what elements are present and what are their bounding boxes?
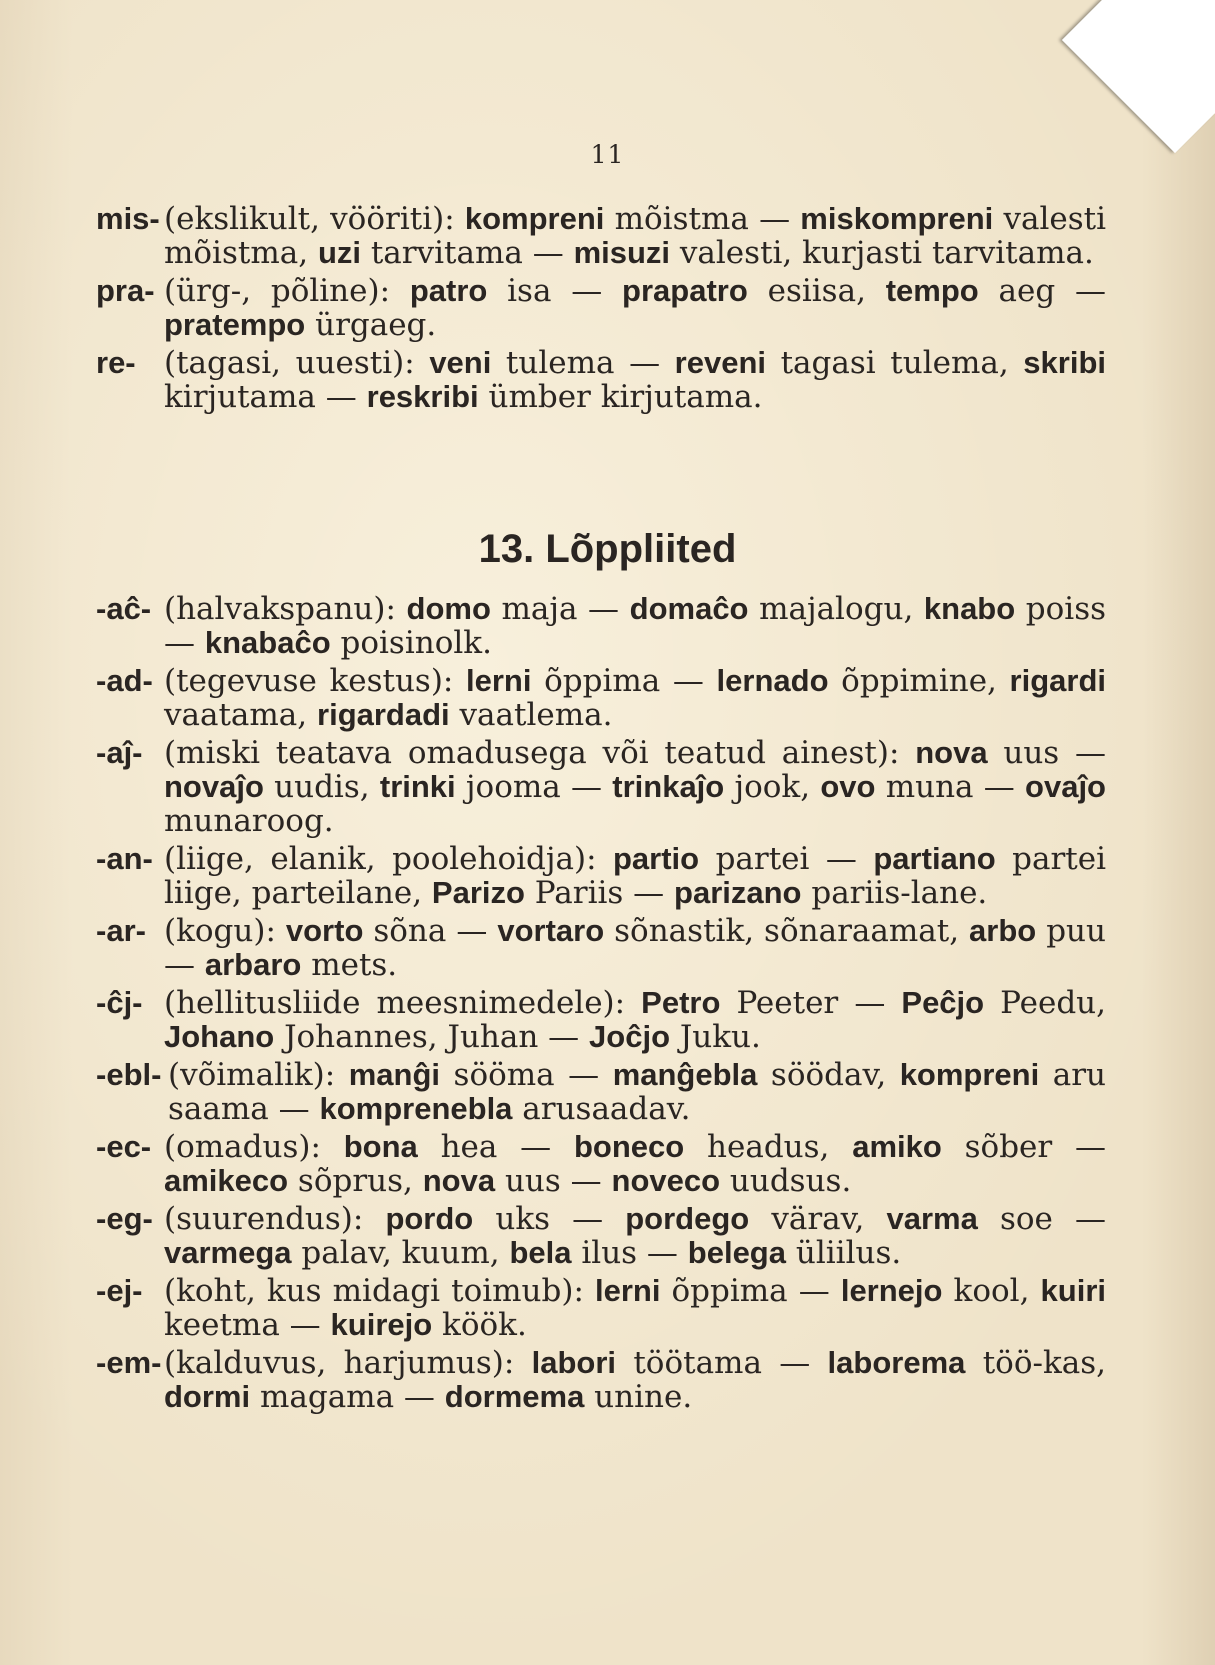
example-word: pordego — [625, 1201, 750, 1236]
entry-affix: -aĉ- — [96, 591, 152, 626]
entry-text: (kogu): — [164, 913, 286, 949]
entry-text: aru saama — — [168, 1057, 1106, 1127]
entry-text: tulema — — [491, 345, 675, 381]
entry-text: valesti mõistma, — [164, 201, 1107, 271]
example-word: skribi — [1023, 345, 1106, 380]
entry-text: arusaadav. — [512, 1091, 691, 1127]
entry-text: uudsus. — [720, 1163, 852, 1199]
example-word: trinki — [379, 769, 456, 804]
example-word: miskompreni — [800, 201, 994, 236]
dictionary-entry — [96, 1202, 1106, 1270]
entry-text: headus, — [684, 1129, 853, 1165]
example-word: Joĉjo — [589, 1019, 671, 1054]
entry-text: partei — — [699, 841, 874, 877]
example-word: dormema — [444, 1379, 585, 1414]
example-word: boneco — [573, 1129, 685, 1164]
example-word: pratempo — [164, 307, 306, 342]
suffix-list — [96, 592, 1106, 1414]
example-word: pordo — [385, 1201, 474, 1236]
example-word: tempo — [885, 273, 979, 308]
dictionary-entry — [96, 1346, 1106, 1414]
entry-text: sööma — — [440, 1057, 613, 1093]
example-word: domo — [406, 591, 491, 626]
entry-text: munaroog. — [164, 803, 334, 839]
entry-affix: -an- — [96, 841, 153, 876]
entry-text: partei liige, parteilane, — [164, 841, 1106, 911]
example-word: arbo — [969, 913, 1037, 948]
entry-text: köök. — [432, 1307, 527, 1343]
example-word: bona — [343, 1129, 418, 1164]
example-word: lerni — [594, 1273, 661, 1308]
entry-text: uus — — [987, 735, 1106, 771]
entry-text: vaatlema. — [449, 697, 613, 733]
entry-text: kirjutama — — [164, 379, 367, 415]
example-word: patro — [409, 273, 488, 308]
entry-text: (halvakspanu): — [164, 591, 407, 627]
entry-text: (hellitusliide meesnimedele): — [164, 985, 642, 1021]
entry-text: maja — — [490, 591, 630, 627]
prefix-list — [96, 202, 1106, 414]
example-word: lerni — [466, 663, 532, 698]
example-word: kompreni — [464, 201, 605, 236]
example-word: kuiri — [1040, 1273, 1106, 1308]
entry-affix: -eg- — [96, 1201, 153, 1236]
example-word: manĝebla — [612, 1057, 758, 1092]
example-word: belega — [687, 1235, 786, 1270]
example-word: veni — [429, 345, 492, 380]
example-word: parizano — [674, 875, 802, 910]
entry-text: sõber — — [941, 1129, 1107, 1165]
entry-text: vaatama, — [164, 697, 318, 733]
entry-text: Peedu, — [984, 985, 1106, 1021]
entry-affix: -ad- — [96, 663, 153, 698]
entry-text: (tagasi, uuesti): — [164, 345, 430, 381]
entry-text: isa — — [487, 273, 623, 309]
example-word: amiko — [852, 1129, 942, 1164]
dictionary-entry — [96, 914, 1106, 982]
example-word: ovo — [820, 769, 876, 804]
entry-text: unine. — [584, 1379, 693, 1415]
example-word: Peĉjo — [901, 985, 985, 1020]
dictionary-entry — [96, 1058, 1106, 1126]
dictionary-entry — [96, 346, 1106, 414]
example-word: amikeco — [164, 1163, 289, 1198]
example-word: arbaro — [204, 947, 302, 982]
entry-affix: -ar- — [96, 913, 146, 948]
example-word: reskribi — [366, 379, 479, 414]
entry-text: värav, — [749, 1201, 887, 1237]
dictionary-entry — [96, 664, 1106, 732]
entry-text: ilus — — [571, 1235, 688, 1271]
entry-text: ümber kirjutama. — [478, 379, 763, 415]
entry-text: muna — — [875, 769, 1026, 805]
entry-text: (ürg-, põline): — [164, 273, 410, 309]
entry-text: (võimalik): — [168, 1057, 349, 1093]
example-word: trinkaĵo — [612, 769, 725, 804]
dictionary-entry — [96, 592, 1106, 660]
example-word: vorto — [285, 913, 364, 948]
example-word: ovaĵo — [1025, 769, 1106, 804]
example-word: vortaro — [497, 913, 605, 948]
entry-text: Juku. — [670, 1019, 761, 1055]
entry-text: töötama — — [616, 1345, 828, 1381]
folded-corner — [1062, 0, 1215, 153]
example-word: knabaĉo — [204, 625, 331, 660]
entry-text: tagasi tulema, — [766, 345, 1024, 381]
example-word: Parizo — [431, 875, 525, 910]
entry-text: Peeter — — [720, 985, 902, 1021]
entry-affix: -ĉj- — [96, 985, 143, 1020]
dictionary-entry — [96, 1130, 1106, 1198]
entry-text: õppima — — [660, 1273, 841, 1309]
entry-text: jooma — — [455, 769, 613, 805]
example-word: kuirejo — [330, 1307, 433, 1342]
entry-text: töö-kas, — [965, 1345, 1106, 1381]
dictionary-entry — [96, 202, 1106, 270]
entry-text: hea — — [417, 1129, 574, 1165]
example-word: komprenebla — [319, 1091, 513, 1126]
example-word: noveco — [611, 1163, 721, 1198]
entry-text: söödav, — [757, 1057, 900, 1093]
example-word: lernejo — [840, 1273, 943, 1308]
example-word: kompreni — [899, 1057, 1040, 1092]
entry-text: sõna — — [363, 913, 498, 949]
entry-affix: re- — [96, 345, 136, 380]
entry-text: uudis, — [263, 769, 380, 805]
section-heading: 13. Lõppliited — [478, 527, 737, 571]
entry-affix: -ebl- — [96, 1057, 162, 1092]
entry-text: magama — — [250, 1379, 445, 1415]
entry-affix: -ec- — [96, 1129, 152, 1164]
entry-text: uks — — [473, 1201, 626, 1237]
entry-text: ürgaeg. — [305, 307, 437, 343]
entry-text: jook, — [724, 769, 821, 805]
entry-text: kool, — [942, 1273, 1041, 1309]
example-word: prapatro — [622, 273, 748, 308]
entry-text: poisinolk. — [330, 625, 492, 661]
entry-text: esiisa, — [747, 273, 886, 309]
example-word: dormi — [164, 1379, 251, 1414]
entry-text: tarvitama — — [361, 235, 574, 271]
entry-text: poiss — — [164, 591, 1107, 661]
example-word: varmega — [164, 1235, 292, 1270]
entry-text: (ekslikult, vööriti): — [164, 201, 465, 237]
dictionary-entry — [96, 1274, 1106, 1342]
entry-text: üliilus. — [786, 1235, 902, 1271]
entry-affix: -ej- — [96, 1273, 143, 1308]
entry-text: (miski teatava omadusega või teatud ainest): — [164, 735, 916, 771]
entry-text: pariis-lane. — [801, 875, 988, 911]
dictionary-entry — [96, 842, 1106, 910]
dictionary-entry — [96, 274, 1106, 342]
entry-text: (kalduvus, harjumus): — [164, 1345, 532, 1381]
example-word: laborema — [827, 1345, 966, 1380]
page-number: 11 — [590, 140, 625, 169]
entry-text: keetma — — [164, 1307, 331, 1343]
example-word: partio — [612, 841, 700, 876]
entry-affix: mis- — [96, 201, 160, 236]
entry-text: õppimine, — [828, 663, 1010, 699]
example-word: partiano — [873, 841, 996, 876]
entry-text: (omadus): — [164, 1129, 344, 1165]
entry-text: mets. — [301, 947, 398, 983]
entry-text: valesti, kurjasti tarvitama. — [670, 235, 1094, 271]
entry-text: majalogu, — [748, 591, 924, 627]
example-word: lernado — [716, 663, 829, 698]
entry-text: (suurendus): — [164, 1201, 386, 1237]
example-word: nova — [915, 735, 988, 770]
dictionary-entry — [96, 736, 1106, 838]
entry-text: soe — — [977, 1201, 1106, 1237]
entry-text: sõnastik, sõnaraamat, — [604, 913, 970, 949]
example-word: bela — [509, 1235, 572, 1270]
entry-affix: -em- — [96, 1345, 162, 1380]
example-word: rigardadi — [317, 697, 450, 732]
example-word: nova — [422, 1163, 496, 1198]
example-word: rigardi — [1009, 663, 1107, 698]
entry-text: aeg — — [978, 273, 1106, 309]
example-word: uzi — [317, 235, 361, 270]
example-word: varma — [886, 1201, 978, 1236]
example-word: misuzi — [573, 235, 671, 270]
entry-text: sõprus, — [288, 1163, 423, 1199]
example-word: Johano — [164, 1019, 275, 1054]
entry-text: (liige, elanik, poolehoidja): — [164, 841, 613, 877]
entry-text: õppima — — [531, 663, 717, 699]
entry-text: puu — — [164, 913, 1106, 983]
entry-text: uus — — [495, 1163, 612, 1199]
example-word: manĝi — [348, 1057, 441, 1092]
entry-text: mõistma — — [604, 201, 801, 237]
entry-affix: -aĵ- — [96, 735, 143, 770]
entry-affix: pra- — [96, 273, 155, 308]
entry-text: Pariis — — [524, 875, 675, 911]
entry-text: palav, kuum, — [291, 1235, 510, 1271]
example-word: reveni — [674, 345, 767, 380]
entry-text: Johannes, Juhan — — [274, 1019, 590, 1055]
entry-text: (tegevuse kestus): — [164, 663, 467, 699]
example-word: novaĵo — [164, 769, 264, 804]
example-word: knabo — [923, 591, 1016, 626]
example-word: labori — [531, 1345, 617, 1380]
example-word: domaĉo — [629, 591, 749, 626]
entry-text: (koht, kus midagi toimub): — [164, 1273, 595, 1309]
dictionary-entry — [96, 986, 1106, 1054]
example-word: Petro — [641, 985, 721, 1020]
